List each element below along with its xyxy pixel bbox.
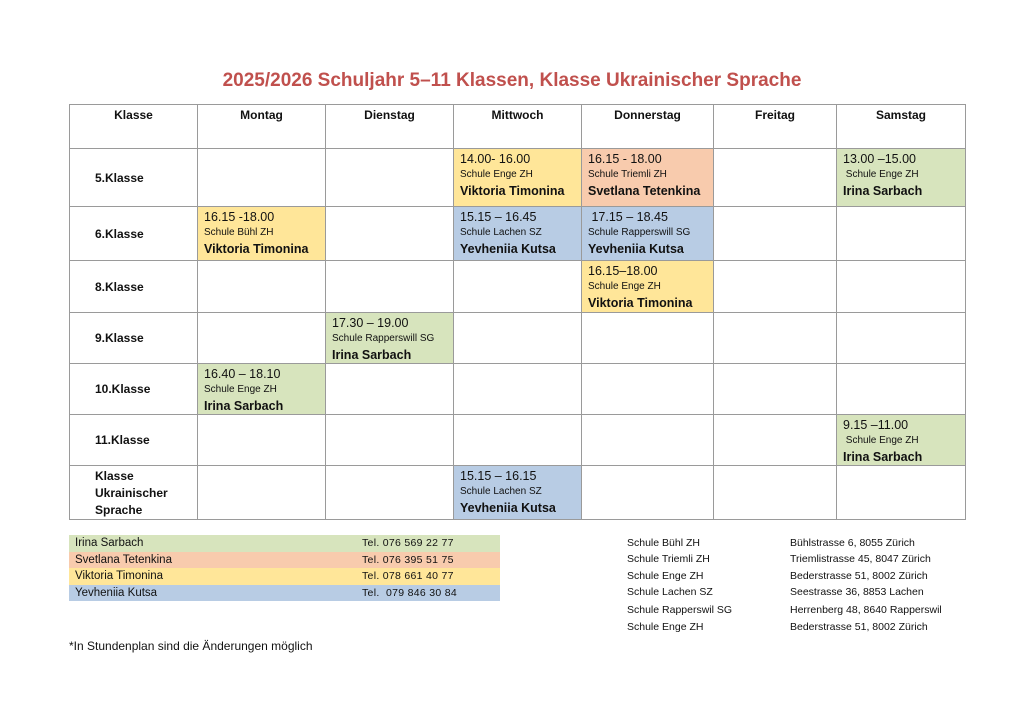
lesson-teacher: Viktoria Timonina: [588, 296, 693, 310]
schedule-header-row: [70, 105, 966, 149]
row-label: 10.Klasse: [70, 364, 198, 415]
address-street: Seestrasse 36, 8853 Lachen: [790, 586, 924, 599]
lesson-cell: [454, 149, 582, 207]
empty-cell: [198, 466, 326, 520]
schedule-row: [70, 207, 966, 261]
empty-cell: [714, 313, 837, 364]
schedule-table: [69, 104, 966, 520]
lesson-school: Schule Lachen SZ: [460, 227, 542, 238]
empty-cell: [582, 415, 714, 466]
row-label: 5.Klasse: [70, 149, 198, 207]
lesson-cell: [198, 364, 326, 415]
empty-cell: [582, 466, 714, 520]
empty-cell: [326, 207, 454, 261]
address-school: Schule Enge ZH: [627, 620, 704, 633]
lesson-teacher: Yevheniia Kutsa: [460, 501, 556, 515]
row-label-line: Klasse: [95, 469, 134, 483]
lesson-time: 13.00 –15.00: [843, 152, 916, 166]
address-school: Schule Triemli ZH: [627, 553, 710, 566]
address-street: Bederstrasse 51, 8002 Zürich: [790, 620, 928, 633]
lesson-info: [582, 149, 713, 199]
lesson-school: Schule Enge ZH: [204, 384, 277, 395]
empty-cell: [326, 261, 454, 313]
lesson-school: Schule Enge ZH: [843, 169, 919, 180]
header-mittwoch: Mittwoch: [454, 105, 582, 149]
empty-cell: [837, 261, 966, 313]
footnote: *In Stundenplan sind die Änderungen möglich: [69, 639, 313, 653]
address-row: [627, 618, 1007, 634]
empty-cell: [326, 364, 454, 415]
lesson-teacher: Viktoria Timonina: [204, 242, 309, 256]
legend-teacher-name: Viktoria Timonina: [75, 570, 163, 583]
lesson-info: [582, 207, 713, 257]
header-dienstag: Dienstag: [326, 105, 454, 149]
lesson-teacher: Irina Sarbach: [204, 399, 284, 413]
lesson-info: [837, 149, 965, 199]
legend-row: [69, 568, 500, 585]
row-label: 8.Klasse: [70, 261, 198, 313]
lesson-cell: [582, 149, 714, 207]
lesson-teacher: Irina Sarbach: [332, 348, 412, 362]
empty-cell: [326, 415, 454, 466]
empty-cell: [454, 261, 582, 313]
legend-row: [69, 535, 500, 552]
lesson-teacher: Irina Sarbach: [843, 184, 923, 198]
empty-cell: [837, 466, 966, 520]
lesson-cell: [837, 149, 966, 207]
lesson-time: 16.15 - 18.00: [588, 152, 662, 166]
lesson-cell: [454, 466, 582, 520]
lesson-school: Schule Rapperswill SG: [588, 227, 691, 238]
lesson-school: Schule Enge ZH: [460, 169, 533, 180]
schedule-row: [70, 364, 966, 415]
address-street: Bühlstrasse 6, 8055 Zürich: [790, 537, 915, 550]
header-klasse: Klasse: [70, 105, 198, 149]
lesson-school: Schule Rapperswill SG: [332, 333, 435, 344]
empty-cell: [198, 415, 326, 466]
header-samstag: Samstag: [837, 105, 966, 149]
empty-cell: [454, 313, 582, 364]
row-label: 9.Klasse: [70, 313, 198, 364]
lesson-info: [454, 207, 581, 257]
address-row: [627, 551, 1007, 567]
empty-cell: [454, 364, 582, 415]
address-street: Triemlistrasse 45, 8047 Zürich: [790, 553, 931, 566]
lesson-info: [198, 364, 325, 414]
lesson-cell: [198, 207, 326, 261]
lesson-time: 14.00- 16.00: [460, 152, 531, 166]
address-row: [627, 584, 1007, 600]
school-address-list: [627, 535, 1007, 635]
legend-phone: Tel. 079 846 30 84: [362, 586, 458, 599]
empty-cell: [837, 364, 966, 415]
lesson-info: [198, 207, 325, 257]
lesson-cell: [582, 207, 714, 261]
legend-phone: Tel. 076 569 22 77: [362, 537, 454, 550]
lesson-school: Schule Enge ZH: [588, 281, 661, 292]
address-school: Schule Lachen SZ: [627, 586, 713, 599]
address-row: [627, 602, 1007, 618]
schedule-row: [70, 313, 966, 364]
lesson-teacher: Yevheniia Kutsa: [460, 242, 556, 256]
legend-phone: Tel. 078 661 40 77: [362, 570, 454, 583]
schedule-row: [70, 149, 966, 207]
lesson-time: 17.15 – 18.45: [588, 210, 668, 224]
row-label-line: Sprache: [95, 503, 143, 517]
legend-phone: Tel. 076 395 51 75: [362, 553, 454, 566]
row-label-line: Ukrainischer: [95, 486, 168, 500]
header-freitag: Freitag: [714, 105, 837, 149]
schedule-row: [70, 261, 966, 313]
row-label: 6.Klasse: [70, 207, 198, 261]
schedule-row: [70, 415, 966, 466]
empty-cell: [714, 364, 837, 415]
address-row: [627, 568, 1007, 584]
legend-row: [69, 585, 500, 602]
row-label: 11.Klasse: [70, 415, 198, 466]
empty-cell: [714, 207, 837, 261]
lesson-time: 16.15 -18.00: [204, 210, 275, 224]
empty-cell: [198, 149, 326, 207]
legend-teacher-name: Svetlana Tetenkina: [75, 553, 172, 566]
lesson-time: 16.40 – 18.10: [204, 367, 281, 381]
lesson-info: [454, 149, 581, 199]
lesson-cell: [326, 313, 454, 364]
lesson-time: 17.30 – 19.00: [332, 316, 409, 330]
address-school: Schule Enge ZH: [627, 569, 704, 582]
empty-cell: [714, 415, 837, 466]
legend-row: [69, 552, 500, 569]
lesson-info: [454, 466, 581, 516]
lesson-time: 15.15 – 16.45: [460, 210, 537, 224]
lesson-info: [582, 261, 713, 311]
lesson-time: 15.15 – 16.15: [460, 469, 537, 483]
address-school: Schule Rapperswil SG: [627, 604, 733, 617]
lesson-teacher: Irina Sarbach: [843, 450, 923, 464]
teacher-legend: [69, 535, 500, 601]
legend-teacher-name: Yevheniia Kutsa: [75, 586, 158, 599]
empty-cell: [198, 313, 326, 364]
empty-cell: [582, 313, 714, 364]
lesson-school: Schule Bühl ZH: [204, 227, 274, 238]
page-title: 2025/2026 Schuljahr 5–11 Klassen, Klasse Ukrainischer Sprache: [222, 70, 802, 91]
header-donnerstag: Donnerstag: [582, 105, 714, 149]
lesson-teacher: Svetlana Tetenkina: [588, 184, 701, 198]
empty-cell: [837, 313, 966, 364]
lesson-info: [837, 415, 965, 465]
address-row: [627, 535, 1007, 551]
empty-cell: [198, 261, 326, 313]
empty-cell: [714, 261, 837, 313]
row-label: [70, 466, 198, 520]
address-street: Herrenberg 48, 8640 Rapperswil: [790, 604, 942, 617]
empty-cell: [837, 207, 966, 261]
header-montag: Montag: [198, 105, 326, 149]
empty-cell: [582, 364, 714, 415]
empty-cell: [454, 415, 582, 466]
empty-cell: [714, 149, 837, 207]
lesson-teacher: Viktoria Timonina: [460, 184, 565, 198]
lesson-time: 9.15 –11.00: [843, 418, 909, 432]
lesson-cell: [454, 207, 582, 261]
lesson-cell: [582, 261, 714, 313]
address-school: Schule Bühl ZH: [627, 537, 700, 550]
lesson-teacher: Yevheniia Kutsa: [588, 242, 684, 256]
lesson-school: Schule Triemli ZH: [588, 169, 667, 180]
address-street: Bederstrasse 51, 8002 Zürich: [790, 569, 928, 582]
lesson-info: [326, 313, 453, 363]
lesson-school: Schule Lachen SZ: [460, 486, 542, 497]
empty-cell: [326, 149, 454, 207]
lesson-school: Schule Enge ZH: [843, 435, 919, 446]
lesson-time: 16.15–18.00: [588, 264, 658, 278]
legend-teacher-name: Irina Sarbach: [75, 537, 144, 550]
schedule-row: [70, 466, 966, 520]
empty-cell: [326, 466, 454, 520]
empty-cell: [714, 466, 837, 520]
lesson-cell: [837, 415, 966, 466]
